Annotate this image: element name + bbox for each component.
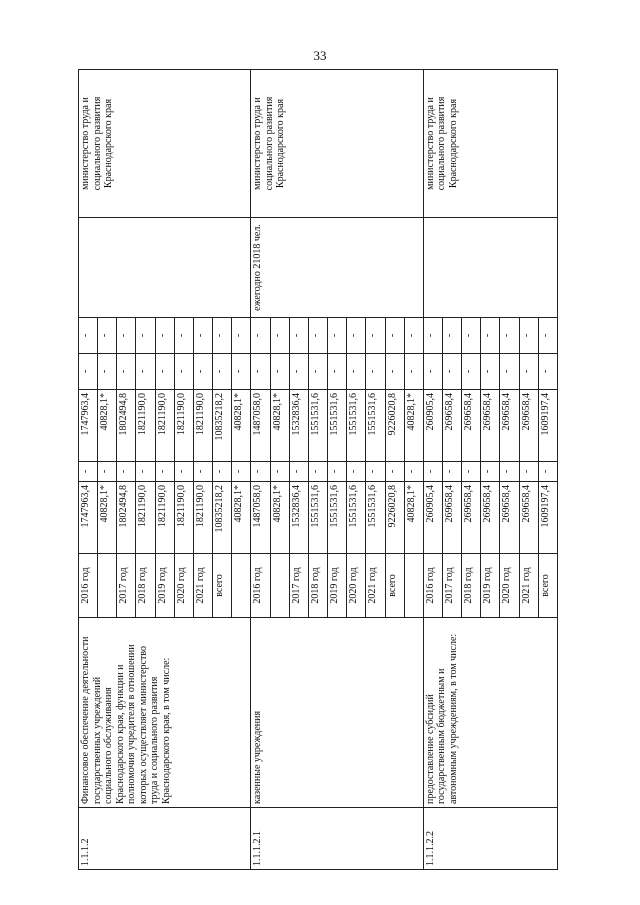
regional-cell: 1821190,0 [174,390,193,462]
period-cell: 2021 год [366,554,385,618]
local-cell: - [79,354,98,390]
page-number: 33 [313,48,327,63]
total-cell: 40828,1* [270,482,289,554]
regional-cell: 260905,4 [423,390,442,462]
table-row [251,70,270,870]
extrabudget-cell: - [347,318,366,354]
extrabudget-cell: - [308,318,327,354]
federal-cell: - [232,462,251,482]
table-row [79,70,98,870]
regional-cell: 40828,1* [404,390,423,462]
federal-cell: - [270,462,289,482]
total-cell: 1747963,4 [79,482,98,554]
local-cell: - [423,354,442,390]
row-code: 1.1.1.2.2 [423,808,557,870]
extrabudget-cell: - [385,318,404,354]
extrabudget-cell: - [213,318,232,354]
regional-cell: 269658,4 [500,390,519,462]
regional-cell: 1609197,4 [538,390,557,462]
federal-cell: - [442,462,461,482]
period-cell [98,554,117,618]
period-cell: 2019 год [155,554,174,618]
period-cell: 2016 год [79,554,98,618]
extrabudget-cell: - [289,318,308,354]
extrabudget-cell: - [423,318,442,354]
period-cell: 2016 год [251,554,270,618]
period-cell: всего [213,554,232,618]
total-cell: 40828,1* [232,482,251,554]
federal-cell: - [347,462,366,482]
extrabudget-cell: - [462,318,481,354]
federal-cell: - [462,462,481,482]
period-cell: всего [385,554,404,618]
total-cell: 1802494,8 [117,482,136,554]
federal-cell: - [98,462,117,482]
regional-cell: 1821190,0 [136,390,155,462]
federal-cell: - [136,462,155,482]
program-table [78,69,558,870]
extrabudget-cell: - [79,318,98,354]
regional-cell: 1821190,0 [155,390,174,462]
executor-cell: министерство труда и социального развития Краснодарского края [423,70,557,218]
federal-cell: - [500,462,519,482]
period-cell: 2020 год [174,554,193,618]
federal-cell: - [117,462,136,482]
period-cell: 2018 год [136,554,155,618]
period-cell: 2020 год [500,554,519,618]
row-code: 1.1.1.2.1 [251,808,423,870]
row-description: казенные учреждения [251,618,423,808]
regional-cell: 1532836,4 [289,390,308,462]
local-cell: - [232,354,251,390]
local-cell: - [347,354,366,390]
local-cell: - [289,354,308,390]
federal-cell: - [538,462,557,482]
result-cell [423,218,557,318]
total-cell: 1609197,4 [538,482,557,554]
local-cell: - [385,354,404,390]
regional-cell: 1747963,4 [79,390,98,462]
extrabudget-cell: - [232,318,251,354]
local-cell: - [481,354,500,390]
local-cell: - [404,354,423,390]
local-cell: - [213,354,232,390]
regional-cell: 1551531,6 [366,390,385,462]
extrabudget-cell: - [519,318,538,354]
period-cell: 2017 год [289,554,308,618]
executor-cell: министерство труда и социального развития Краснодарского края [79,70,251,218]
executor-cell: министерство труда и социального развития Краснодарского края [251,70,423,218]
extrabudget-cell: - [270,318,289,354]
local-cell: - [500,354,519,390]
total-cell: 40828,1* [98,482,117,554]
total-cell: 260905,4 [423,482,442,554]
total-cell: 1487058,0 [251,482,270,554]
total-cell: 10835218,2 [213,482,232,554]
table-body [79,70,558,870]
total-cell: 9226020,8 [385,482,404,554]
regional-cell: 269658,4 [462,390,481,462]
total-cell: 269658,4 [442,482,461,554]
extrabudget-cell: - [538,318,557,354]
total-cell: 269658,4 [519,482,538,554]
local-cell: - [538,354,557,390]
federal-cell: - [385,462,404,482]
regional-cell: 40828,1* [270,390,289,462]
period-cell: 2018 год [308,554,327,618]
local-cell: - [117,354,136,390]
federal-cell: - [193,462,212,482]
extrabudget-cell: - [442,318,461,354]
federal-cell: - [174,462,193,482]
total-cell: 1551531,6 [366,482,385,554]
local-cell: - [193,354,212,390]
total-cell: 269658,4 [481,482,500,554]
period-cell [404,554,423,618]
federal-cell: - [366,462,385,482]
row-description: Финансовое обеспечение деятельности государственных учреждений социального обслуживания Краснодарского края, функции и полномочия учредителя в отношении которых осуществляет министерство труда и социального развития Краснодарского края, в том числе: [79,618,251,808]
rotated-table-wrapper [78,70,558,870]
period-cell: 2019 год [481,554,500,618]
total-cell: 1551531,6 [347,482,366,554]
total-cell: 1551531,6 [328,482,347,554]
federal-cell: - [79,462,98,482]
total-cell: 1821190,0 [155,482,174,554]
extrabudget-cell: - [117,318,136,354]
total-cell: 1821190,0 [193,482,212,554]
local-cell: - [328,354,347,390]
federal-cell: - [423,462,442,482]
regional-cell: 9226020,8 [385,390,404,462]
extrabudget-cell: - [155,318,174,354]
federal-cell: - [519,462,538,482]
period-cell: 2018 год [462,554,481,618]
total-cell: 40828,1* [404,482,423,554]
extrabudget-cell: - [136,318,155,354]
regional-cell: 1551531,6 [328,390,347,462]
extrabudget-cell: - [174,318,193,354]
total-cell: 269658,4 [500,482,519,554]
regional-cell: 40828,1* [232,390,251,462]
regional-cell: 1551531,6 [347,390,366,462]
local-cell: - [442,354,461,390]
period-cell: 2017 год [117,554,136,618]
local-cell: - [308,354,327,390]
extrabudget-cell: - [404,318,423,354]
federal-cell: - [328,462,347,482]
regional-cell: 1821190,0 [193,390,212,462]
local-cell: - [136,354,155,390]
extrabudget-cell: - [366,318,385,354]
result-cell [79,218,251,318]
total-cell: 1532836,4 [289,482,308,554]
regional-cell: 1802494,8 [117,390,136,462]
regional-cell: 40828,1* [98,390,117,462]
regional-cell: 269658,4 [442,390,461,462]
local-cell: - [155,354,174,390]
regional-cell: 269658,4 [481,390,500,462]
local-cell: - [270,354,289,390]
row-description: предоставление субсидий государственным бюджетным и автономным учреждениям, в том числе: [423,618,557,808]
federal-cell: - [308,462,327,482]
extrabudget-cell: - [251,318,270,354]
extrabudget-cell: - [193,318,212,354]
federal-cell: - [481,462,500,482]
regional-cell: 1487058,0 [251,390,270,462]
federal-cell: - [155,462,174,482]
regional-cell: 1551531,6 [308,390,327,462]
period-cell: 2017 год [442,554,461,618]
federal-cell: - [213,462,232,482]
extrabudget-cell: - [500,318,519,354]
row-code: 1.1.1.2 [79,808,251,870]
extrabudget-cell: - [481,318,500,354]
period-cell: 2016 год [423,554,442,618]
period-cell [232,554,251,618]
total-cell: 269658,4 [462,482,481,554]
federal-cell: - [251,462,270,482]
local-cell: - [519,354,538,390]
local-cell: - [366,354,385,390]
total-cell: 1821190,0 [174,482,193,554]
total-cell: 1821190,0 [136,482,155,554]
local-cell: - [98,354,117,390]
total-cell: 1551531,6 [308,482,327,554]
extrabudget-cell: - [98,318,117,354]
period-cell: 2021 год [519,554,538,618]
local-cell: - [462,354,481,390]
period-cell: 2019 год [328,554,347,618]
federal-cell: - [289,462,308,482]
result-cell: ежегодно 21018 чел. [251,218,423,318]
regional-cell: 10835218,2 [213,390,232,462]
regional-cell: 269658,4 [519,390,538,462]
period-cell: всего [538,554,557,618]
federal-cell: - [404,462,423,482]
period-cell: 2021 год [193,554,212,618]
extrabudget-cell: - [328,318,347,354]
period-cell [270,554,289,618]
local-cell: - [174,354,193,390]
local-cell: - [251,354,270,390]
period-cell: 2020 год [347,554,366,618]
table-row [423,70,442,870]
